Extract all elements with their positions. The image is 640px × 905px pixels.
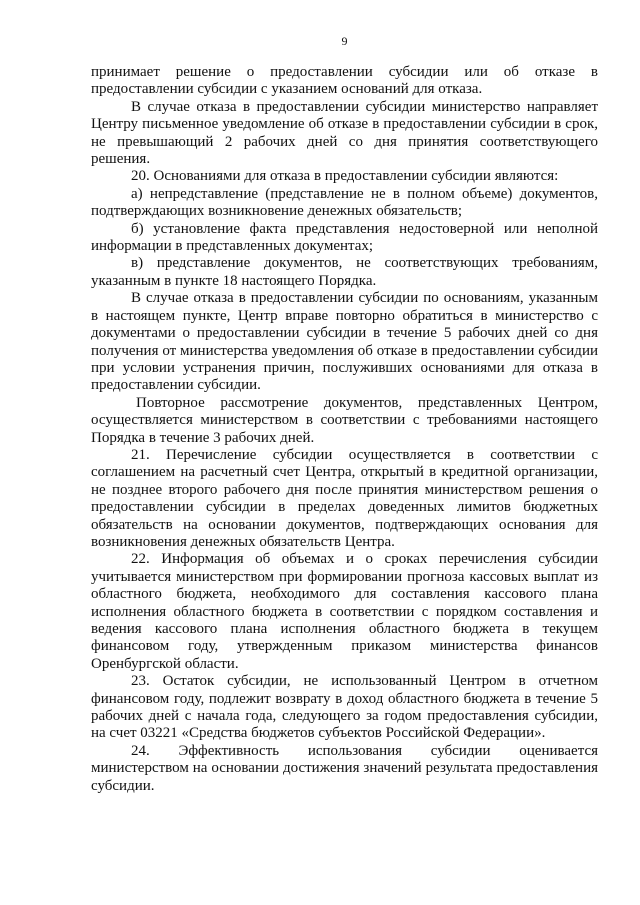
paragraph-refusal-notice: В случае отказа в предоставлении субсидии министерство направляет Центру письменное уведомление об отказе в предоставлении субсидии в срок, не превышающий 2 рабочих дней со дня принятия соответствующего решения. <box>91 98 598 168</box>
paragraph-item-20-c: в) представление документов, не соответствующих требованиям, указанным в пункте 18 настоящего Порядка. <box>91 255 598 289</box>
paragraph-repeat-review: Повторное рассмотрение документов, представленных Центром, осуществляется министерством в соответствии с требованиями настоящего Порядка в течение 3 рабочих дней. <box>91 394 598 446</box>
paragraph-item-21: 21. Перечисление субсидии осуществляется в соответствии с соглашением на расчетный счет Центра, открытый в кредитной организации, не позднее второго рабочего дня после принятия министерством решения о предоставлении субсидии в пределах доведенных лимитов бюджетных обязательств на основании документов, подтверждающих основания для возникновения денежных обязательств Центра. <box>91 446 598 550</box>
paragraph-item-20-a: а) непредставление (представление не в полном объеме) документов, подтверждающих возникновение денежных обязательств; <box>91 185 598 220</box>
paragraph-continuation: принимает решение о предоставлении субсидии или об отказе в предоставлении субсидии с указанием оснований для отказа. <box>91 64 598 98</box>
page-number: 9 <box>341 34 348 48</box>
document-body <box>91 64 598 795</box>
paragraph-item-23: 23. Остаток субсидии, не использованный Центром в отчетном финансовом году, подлежит возврату в доход областного бюджета в течение 5 рабочих дней с начала года, следующего за годом предоставления субсидии, на счет 03221 «Средства бюджетов субъектов Российской Федерации». <box>91 673 598 742</box>
paragraph-item-20-b: б) установление факта представления недостоверной или неполной информации в представленных документах; <box>91 220 598 255</box>
paragraph-item-22: 22. Информация об объемах и о сроках перечисления субсидии учитывается министерством при формировании прогноза кассовых выплат из областного бюджета, необходимого для составления кассового плана исполнения областного бюджета в соответствии с порядком составления и ведения кассового плана исполнения областного бюджета в текущем финансовом году, утвержденным приказом министерства финансов Оренбургской области. <box>91 551 598 672</box>
paragraph-item-20: 20. Основаниями для отказа в предоставлении субсидии являются: <box>131 168 559 185</box>
paragraph-item-24: 24. Эффективность использования субсидии оценивается министерством на основании достижения значений результата предоставления субсидии. <box>91 742 598 794</box>
paragraph-resubmission: В случае отказа в предоставлении субсидии по основаниям, указанным в настоящем пункте, Центр вправе повторно обратиться в министерство с документами о предоставлении субсидии в течение 5 рабочих дней со дня получения от министерства уведомления об отказе в предоставлении субсидии при условии устранения причин, послуживших основаниями для отказа в предоставлении субсидии. <box>91 290 598 394</box>
